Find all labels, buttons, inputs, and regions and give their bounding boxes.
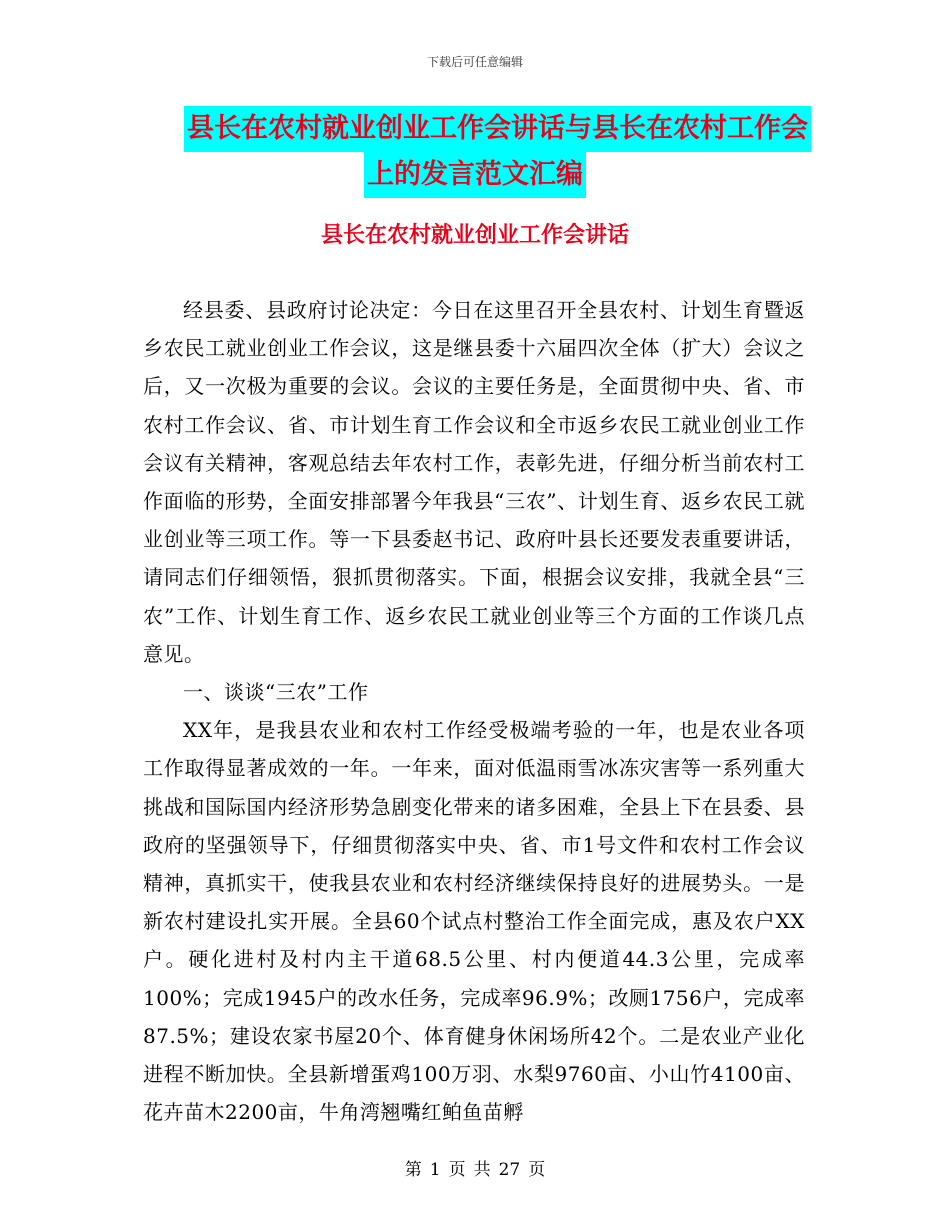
footer-page-unit: 页 <box>448 1160 466 1180</box>
document-title <box>0 106 950 198</box>
paragraph: XX年，是我县农业和农村工作经受极端考验的一年，也是农业各项工作取得显著成效的一年。一年来，面对低温雨雪冰冻灾害等一系列重大挑战和国际国内经济形势急剧变化带来的诸多困难，全县上下在县委、县政府的坚强领导下，仔细贯彻落实中央、省、市1号文件和农村工作会议精神，真抓实干，使我县农业和农村经济继续保持良好的进展势头。一是新农村建设扎实开展。全县60个试点村整治工作全面完成，惠及农户XX户。硬化进村及村内主干道68.5公里、村内便道44.3公里，完成率100%；完成1945户的改水任务，完成率96.9%；改厕1756户，完成率87.5%；建设农家书屋20个、体育健身休闲场所42个。二是农业产业化进程不断加快。全县新增蛋鸡100万羽、水梨9760亩、小山竹4100亩、花卉苗木2200亩，牛角湾翘嘴红鲌鱼苗孵 <box>143 718 805 1125</box>
document-title-line-2: 上的发言范文汇编 <box>364 152 586 198</box>
page-number: 1 <box>429 1160 441 1180</box>
paragraph: 经县委、县政府讨论决定：今日在这里召开全县农村、计划生育暨返乡农民工就业创业工作会议，这是继县委十六届四次全体（扩大）会议之后，又一次极为重要的会议。会议的主要任务是，全面贯彻中央、省、市农村工作会议、省、市计划生育工作会议和全市返乡农民工就业创业工作会议有关精神，客观总结去年农村工作，表彰先进，仔细分析当前农村工作面临的形势，全面安排部署今年我县“三农”、计划生育、返乡农民工就业创业等三项工作。等一下县委赵书记、政府叶县长还要发表重要讲话，请同志们仔细领悟，狠抓贯彻落实。下面，根据会议安排，我就全县“三农”工作、计划生育工作、返乡农民工就业创业等三个方面的工作谈几点意见。 <box>143 298 805 666</box>
document-body <box>143 291 805 1131</box>
page-header-note: 下载后可任意编辑 <box>426 55 523 69</box>
footer-prefix: 第 <box>404 1160 422 1180</box>
footer-total-prefix: 共 <box>473 1160 491 1180</box>
section-heading: 一、谈谈“三农”工作 <box>183 680 369 705</box>
footer-total-unit: 页 <box>528 1160 546 1180</box>
total-pages: 27 <box>498 1160 521 1180</box>
section-title: 县长在农村就业创业工作会讲话 <box>320 223 629 248</box>
document-title-line-1: 县长在农村就业创业工作会讲话与县长在农村工作会 <box>184 106 811 152</box>
page-footer <box>0 1155 950 1180</box>
